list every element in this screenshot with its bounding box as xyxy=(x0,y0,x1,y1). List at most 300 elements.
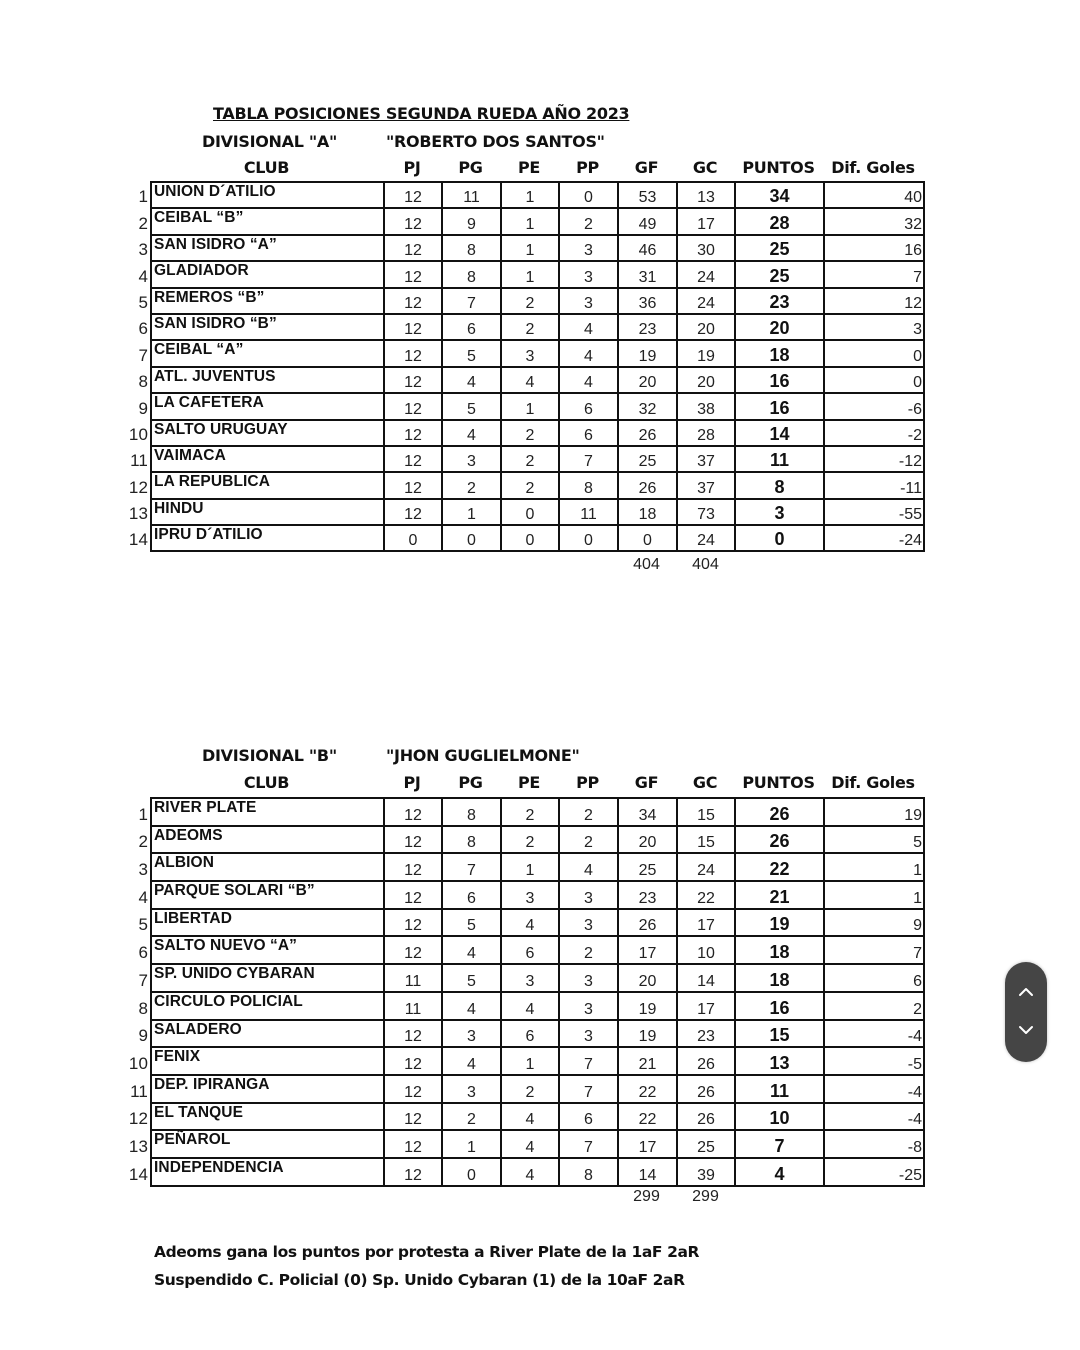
table-row xyxy=(151,525,924,551)
table-row xyxy=(151,1103,924,1131)
club-cell xyxy=(138,288,384,314)
dif-goles-cell: 19 xyxy=(824,798,924,826)
pp-cell: 6 xyxy=(559,393,618,419)
table-row xyxy=(151,798,924,826)
pe-cell: 3 xyxy=(501,964,559,992)
club-name: CIRCULO POLICIAL xyxy=(154,992,303,1010)
gc-cell: 24 xyxy=(677,288,735,314)
pg-cell: 0 xyxy=(442,1158,501,1186)
gf-cell: 20 xyxy=(618,964,677,992)
club-cell xyxy=(138,798,384,826)
pj-cell: 12 xyxy=(384,1130,442,1158)
pj-cell: 12 xyxy=(384,499,442,525)
position-number: 13 xyxy=(128,504,148,524)
divisional-b-total-gc: 299 xyxy=(692,1188,719,1205)
pe-cell: 4 xyxy=(501,367,559,393)
dif-goles-cell: 16 xyxy=(824,235,924,261)
puntos-cell: 34 xyxy=(735,182,824,208)
pe-cell: 6 xyxy=(501,1020,559,1048)
pp-cell: 8 xyxy=(559,472,618,498)
pg-cell: 5 xyxy=(442,964,501,992)
table-row xyxy=(151,1130,924,1158)
dif-goles-cell: -5 xyxy=(824,1047,924,1075)
pg-cell: 2 xyxy=(442,472,501,498)
dif-goles-cell: 2 xyxy=(824,992,924,1020)
pe-cell: 1 xyxy=(501,393,559,419)
gf-cell: 26 xyxy=(618,472,677,498)
table-row xyxy=(151,853,924,881)
pe-cell: 4 xyxy=(501,1130,559,1158)
pg-cell: 3 xyxy=(442,1075,501,1103)
col-pg-header: PG xyxy=(458,773,483,792)
dif-goles-cell: 0 xyxy=(824,340,924,366)
pe-cell: 4 xyxy=(501,992,559,1020)
pj-cell: 12 xyxy=(384,420,442,446)
gc-cell: 22 xyxy=(677,881,735,909)
dif-goles-cell: 32 xyxy=(824,208,924,234)
club-cell xyxy=(130,1075,384,1103)
pp-cell: 2 xyxy=(559,936,618,964)
pe-cell: 2 xyxy=(501,288,559,314)
col-dif-header: Dif. Goles xyxy=(831,773,915,792)
pe-cell: 4 xyxy=(501,1103,559,1131)
club-cell xyxy=(128,1158,384,1186)
puntos-cell: 15 xyxy=(735,1020,824,1048)
table-row xyxy=(151,420,924,446)
club-name: LA CAFETERA xyxy=(154,394,264,412)
pg-cell: 8 xyxy=(442,798,501,826)
club-name: SAN ISIDRO “B” xyxy=(154,314,277,332)
col-puntos-header: PUNTOS xyxy=(742,773,815,792)
club-cell xyxy=(128,472,384,498)
position-number: 4 xyxy=(138,887,148,907)
pg-cell: 4 xyxy=(442,992,501,1020)
puntos-cell: 28 xyxy=(735,208,824,234)
gf-cell: 23 xyxy=(618,881,677,909)
gf-cell: 21 xyxy=(618,1047,677,1075)
table-row xyxy=(151,826,924,854)
pe-cell: 0 xyxy=(501,499,559,525)
col-dif-header: Dif. Goles xyxy=(831,158,915,177)
club-cell xyxy=(138,1020,384,1048)
puntos-cell: 26 xyxy=(735,798,824,826)
pg-cell: 7 xyxy=(442,288,501,314)
puntos-cell: 16 xyxy=(735,367,824,393)
table-row xyxy=(151,314,924,340)
table-row xyxy=(151,964,924,992)
pg-cell: 5 xyxy=(442,340,501,366)
pj-cell: 12 xyxy=(384,182,442,208)
table-row xyxy=(151,1158,924,1186)
table-row xyxy=(151,235,924,261)
pg-cell: 4 xyxy=(442,1047,501,1075)
divisional-a-total-gc: 404 xyxy=(692,556,719,573)
pe-cell: 4 xyxy=(501,1158,559,1186)
dif-goles-cell: -8 xyxy=(824,1130,924,1158)
table-row xyxy=(151,909,924,937)
club-cell xyxy=(128,1103,384,1131)
col-pj-header: PJ xyxy=(403,773,421,792)
pe-cell: 1 xyxy=(501,208,559,234)
club-name: IPRU D´ATILIO xyxy=(154,526,263,544)
pe-cell: 2 xyxy=(501,420,559,446)
club-name: CEIBAL “A” xyxy=(154,341,244,359)
col-gc-header: GC xyxy=(692,158,718,177)
puntos-cell: 18 xyxy=(735,964,824,992)
table-row xyxy=(151,1020,924,1048)
pg-cell: 2 xyxy=(442,1103,501,1131)
position-number: 14 xyxy=(128,530,148,550)
pp-cell: 6 xyxy=(559,1103,618,1131)
table-row xyxy=(151,992,924,1020)
gc-cell: 24 xyxy=(677,525,735,551)
puntos-cell: 0 xyxy=(735,525,824,551)
position-number: 6 xyxy=(138,319,148,339)
gc-cell: 26 xyxy=(677,1103,735,1131)
page-up-button[interactable] xyxy=(1005,972,1047,1012)
gc-cell: 10 xyxy=(677,936,735,964)
position-number: 11 xyxy=(130,1081,148,1101)
club-name: INDEPENDENCIA xyxy=(154,1158,284,1176)
puntos-cell: 8 xyxy=(735,472,824,498)
puntos-cell: 4 xyxy=(735,1158,824,1186)
gc-cell: 73 xyxy=(677,499,735,525)
pg-cell: 6 xyxy=(442,881,501,909)
club-name: ATL. JUVENTUS xyxy=(154,367,276,385)
club-name: UNION D´ATILIO xyxy=(154,183,276,200)
puntos-cell: 23 xyxy=(735,288,824,314)
position-number: 14 xyxy=(128,1164,148,1184)
gf-cell: 31 xyxy=(618,261,677,287)
table-row xyxy=(151,261,924,287)
club-name: EL TANQUE xyxy=(154,1103,244,1121)
pe-cell: 1 xyxy=(501,182,559,208)
pp-cell: 7 xyxy=(559,1130,618,1158)
dif-goles-cell: -12 xyxy=(824,446,924,472)
club-name: SAN ISIDRO “A” xyxy=(154,235,277,253)
pj-cell: 12 xyxy=(384,393,442,419)
pj-cell: 12 xyxy=(384,798,442,826)
gf-cell: 53 xyxy=(618,182,677,208)
gc-cell: 26 xyxy=(677,1047,735,1075)
position-number: 1 xyxy=(138,804,148,824)
gf-cell: 49 xyxy=(618,208,677,234)
gf-cell: 25 xyxy=(618,446,677,472)
col-club-header: CLUB xyxy=(243,773,290,792)
pj-cell: 12 xyxy=(384,881,442,909)
gc-cell: 24 xyxy=(677,261,735,287)
pg-cell: 9 xyxy=(442,208,501,234)
gc-cell: 20 xyxy=(677,314,735,340)
club-cell xyxy=(130,446,384,472)
club-cell xyxy=(138,853,384,881)
gc-cell: 17 xyxy=(677,992,735,1020)
pj-cell: 12 xyxy=(384,1075,442,1103)
pp-cell: 3 xyxy=(559,881,618,909)
pj-cell: 12 xyxy=(384,288,442,314)
page-down-button[interactable] xyxy=(1005,1010,1047,1050)
club-cell xyxy=(138,393,384,419)
club-cell xyxy=(138,340,384,366)
table-row xyxy=(151,936,924,964)
table-row xyxy=(151,393,924,419)
note-suspended: Suspendido C. Policial (0) Sp. Unido Cybaran (1) de la 10aF 2aR xyxy=(154,1271,685,1289)
position-number: 2 xyxy=(138,832,148,852)
chevron-up-icon xyxy=(1018,987,1034,997)
dif-goles-cell: 7 xyxy=(824,261,924,287)
position-number: 2 xyxy=(138,213,148,233)
dif-goles-cell: 0 xyxy=(824,367,924,393)
pe-cell: 2 xyxy=(501,314,559,340)
position-number: 9 xyxy=(138,1026,148,1046)
dif-goles-cell: -2 xyxy=(824,420,924,446)
club-cell xyxy=(138,208,384,234)
gf-cell: 46 xyxy=(618,235,677,261)
gf-cell: 0 xyxy=(618,525,677,551)
pj-cell: 12 xyxy=(384,208,442,234)
pe-cell: 6 xyxy=(501,936,559,964)
divisional-b-label: DIVISIONAL "B" xyxy=(202,746,337,765)
puntos-cell: 18 xyxy=(735,936,824,964)
pg-cell: 1 xyxy=(442,1130,501,1158)
club-cell xyxy=(138,367,384,393)
pj-cell: 12 xyxy=(384,1103,442,1131)
pp-cell: 3 xyxy=(559,288,618,314)
puntos-cell: 25 xyxy=(735,261,824,287)
col-pj-header: PJ xyxy=(403,158,421,177)
col-pp-header: PP xyxy=(576,158,599,177)
col-club-header: CLUB xyxy=(243,158,290,177)
table-row xyxy=(151,1047,924,1075)
club-name: PARQUE SOLARI “B” xyxy=(154,882,315,900)
puntos-cell: 20 xyxy=(735,314,824,340)
gc-cell: 30 xyxy=(677,235,735,261)
dif-goles-cell: -6 xyxy=(824,393,924,419)
note-protest: Adeoms gana los puntos por protesta a River Plate de la 1aF 2aR xyxy=(154,1243,700,1261)
pe-cell: 1 xyxy=(501,853,559,881)
position-number: 8 xyxy=(138,998,148,1018)
club-name: RIVER PLATE xyxy=(154,799,257,816)
gf-cell: 22 xyxy=(618,1103,677,1131)
page-nav-control xyxy=(1005,962,1047,1062)
pg-cell: 0 xyxy=(442,525,501,551)
pp-cell: 3 xyxy=(559,992,618,1020)
gc-cell: 24 xyxy=(677,853,735,881)
gf-cell: 36 xyxy=(618,288,677,314)
pg-cell: 5 xyxy=(442,393,501,419)
table-row xyxy=(151,367,924,393)
col-pg-header: PG xyxy=(458,158,483,177)
club-name: VAIMACA xyxy=(154,446,226,464)
gc-cell: 15 xyxy=(677,826,735,854)
club-cell xyxy=(138,261,384,287)
pj-cell: 12 xyxy=(384,367,442,393)
dif-goles-cell: -4 xyxy=(824,1075,924,1103)
gc-cell: 15 xyxy=(677,798,735,826)
puntos-cell: 19 xyxy=(735,909,824,937)
pe-cell: 2 xyxy=(501,472,559,498)
pj-cell: 12 xyxy=(384,235,442,261)
puntos-cell: 14 xyxy=(735,420,824,446)
gf-cell: 17 xyxy=(618,936,677,964)
pj-cell: 12 xyxy=(384,261,442,287)
pp-cell: 0 xyxy=(559,525,618,551)
pg-cell: 4 xyxy=(442,420,501,446)
club-cell xyxy=(138,964,384,992)
club-cell xyxy=(128,420,384,446)
pe-cell: 2 xyxy=(501,798,559,826)
divisional-a-total-gf: 404 xyxy=(633,556,660,573)
gf-cell: 25 xyxy=(618,853,677,881)
position-number: 8 xyxy=(138,372,148,392)
puntos-cell: 10 xyxy=(735,1103,824,1131)
club-name: SALTO URUGUAY xyxy=(154,420,288,438)
gf-cell: 34 xyxy=(618,798,677,826)
puntos-cell: 26 xyxy=(735,826,824,854)
club-name: CEIBAL “B” xyxy=(154,209,244,227)
position-number: 10 xyxy=(128,424,148,444)
gf-cell: 14 xyxy=(618,1158,677,1186)
pp-cell: 3 xyxy=(559,235,618,261)
dif-goles-cell: 1 xyxy=(824,853,924,881)
pg-cell: 3 xyxy=(442,446,501,472)
pe-cell: 3 xyxy=(501,881,559,909)
divisional-a-label: DIVISIONAL "A" xyxy=(202,132,338,151)
position-number: 12 xyxy=(128,1109,148,1129)
position-number: 10 xyxy=(128,1053,148,1073)
gf-cell: 19 xyxy=(618,340,677,366)
club-name: SP. UNIDO CYBARAN xyxy=(154,965,315,983)
club-name: DEP. IPIRANGA xyxy=(154,1075,270,1093)
position-number: 6 xyxy=(138,943,148,963)
pj-cell: 11 xyxy=(384,964,442,992)
dif-goles-cell: 9 xyxy=(824,909,924,937)
divisional-b-table xyxy=(128,797,925,1187)
gc-cell: 19 xyxy=(677,340,735,366)
club-name: REMEROS “B” xyxy=(154,288,265,306)
pj-cell: 12 xyxy=(384,446,442,472)
col-gc-header: GC xyxy=(692,773,718,792)
pj-cell: 12 xyxy=(384,340,442,366)
gc-cell: 17 xyxy=(677,909,735,937)
position-number: 3 xyxy=(138,860,148,880)
pe-cell: 1 xyxy=(501,261,559,287)
dif-goles-cell: -4 xyxy=(824,1020,924,1048)
pj-cell: 12 xyxy=(384,909,442,937)
club-cell xyxy=(138,826,384,854)
dif-goles-cell: 3 xyxy=(824,314,924,340)
dif-goles-cell: -4 xyxy=(824,1103,924,1131)
pe-cell: 2 xyxy=(501,1075,559,1103)
gc-cell: 39 xyxy=(677,1158,735,1186)
gf-cell: 20 xyxy=(618,826,677,854)
pp-cell: 7 xyxy=(559,1047,618,1075)
dif-goles-cell: -24 xyxy=(824,525,924,551)
gc-cell: 38 xyxy=(677,393,735,419)
table-row xyxy=(151,499,924,525)
pp-cell: 4 xyxy=(559,340,618,366)
position-number: 5 xyxy=(138,915,148,935)
position-number: 4 xyxy=(138,266,148,286)
gf-cell: 17 xyxy=(618,1130,677,1158)
position-number: 11 xyxy=(130,451,148,471)
col-gf-header: GF xyxy=(634,158,659,177)
gf-cell: 18 xyxy=(618,499,677,525)
pj-cell: 12 xyxy=(384,936,442,964)
pj-cell: 12 xyxy=(384,1020,442,1048)
pj-cell: 12 xyxy=(384,853,442,881)
gf-cell: 23 xyxy=(618,314,677,340)
club-name: ALBION xyxy=(154,854,215,872)
club-name: SALADERO xyxy=(154,1020,242,1038)
club-cell xyxy=(128,1130,384,1158)
table-row xyxy=(151,446,924,472)
pp-cell: 3 xyxy=(559,909,618,937)
document-title: TABLA POSICIONES SEGUNDA RUEDA AÑO 2023 xyxy=(213,104,630,123)
table-row xyxy=(151,1075,924,1103)
pg-cell: 5 xyxy=(442,909,501,937)
club-name: ADEOMS xyxy=(154,826,223,844)
club-cell xyxy=(138,881,384,909)
club-cell xyxy=(128,499,384,525)
pj-cell: 11 xyxy=(384,992,442,1020)
pp-cell: 4 xyxy=(559,314,618,340)
pg-cell: 7 xyxy=(442,853,501,881)
gf-cell: 22 xyxy=(618,1075,677,1103)
pp-cell: 2 xyxy=(559,208,618,234)
puntos-cell: 25 xyxy=(735,235,824,261)
pp-cell: 4 xyxy=(559,853,618,881)
pp-cell: 3 xyxy=(559,964,618,992)
puntos-cell: 18 xyxy=(735,340,824,366)
divisional-a-name: "ROBERTO DOS SANTOS" xyxy=(386,132,605,151)
puntos-cell: 11 xyxy=(735,1075,824,1103)
club-name: SALTO NUEVO “A” xyxy=(154,937,298,955)
gc-cell: 17 xyxy=(677,208,735,234)
divisional-a-table xyxy=(128,181,925,552)
club-name: PEÑAROL xyxy=(154,1131,231,1149)
pj-cell: 12 xyxy=(384,472,442,498)
pp-cell: 7 xyxy=(559,446,618,472)
club-cell xyxy=(138,235,384,261)
pe-cell: 4 xyxy=(501,909,559,937)
gf-cell: 20 xyxy=(618,367,677,393)
divisional-b-name: "JHON GUGLIELMONE" xyxy=(386,746,580,765)
pp-cell: 8 xyxy=(559,1158,618,1186)
gf-cell: 19 xyxy=(618,992,677,1020)
pp-cell: 3 xyxy=(559,1020,618,1048)
position-number: 12 xyxy=(128,477,148,497)
pg-cell: 8 xyxy=(442,261,501,287)
table-row xyxy=(151,182,924,208)
pp-cell: 11 xyxy=(559,499,618,525)
dif-goles-cell: -55 xyxy=(824,499,924,525)
dif-goles-cell: 1 xyxy=(824,881,924,909)
position-number: 9 xyxy=(138,398,148,418)
pg-cell: 11 xyxy=(442,182,501,208)
pg-cell: 4 xyxy=(442,367,501,393)
pg-cell: 1 xyxy=(442,499,501,525)
puntos-cell: 16 xyxy=(735,992,824,1020)
gf-cell: 32 xyxy=(618,393,677,419)
gc-cell: 23 xyxy=(677,1020,735,1048)
gc-cell: 14 xyxy=(677,964,735,992)
pj-cell: 12 xyxy=(384,314,442,340)
pj-cell: 12 xyxy=(384,826,442,854)
club-cell xyxy=(138,314,384,340)
dif-goles-cell: 7 xyxy=(824,936,924,964)
col-puntos-header: PUNTOS xyxy=(742,158,815,177)
